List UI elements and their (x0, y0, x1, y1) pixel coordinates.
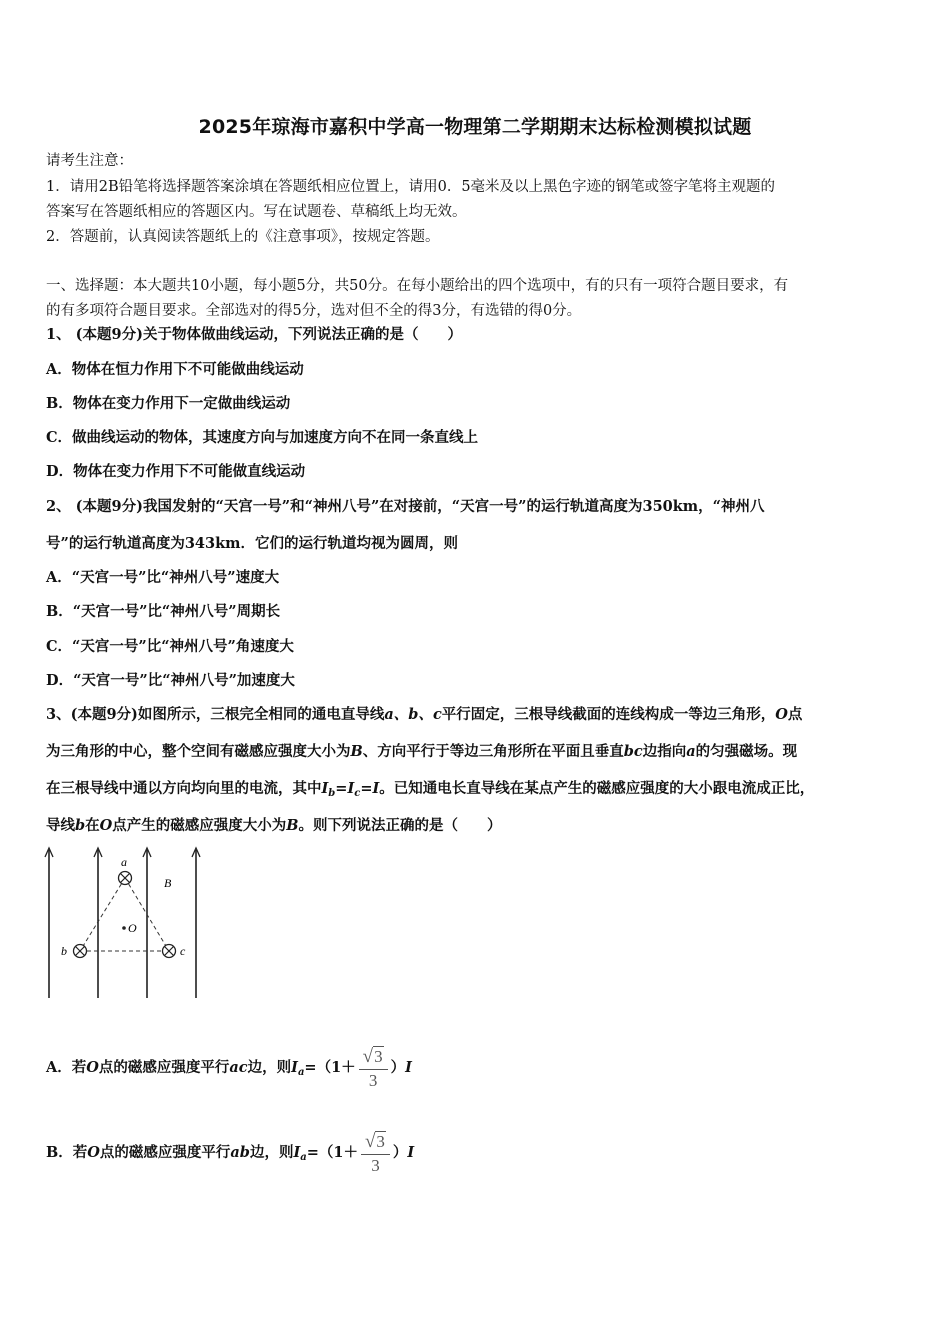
wire-a-into-page-icon (119, 872, 132, 885)
fraction-sqrt3-over-3: $\frac{√3}{3}$ (361, 1130, 390, 1177)
section-intro-line-1: 一、选择题：本大题共10小题，每小题5分，共50分。在每小题给出的四个选项中，有的只有一项符合题目要求，有 (46, 278, 789, 294)
question-1-option-c: C．做曲线运动的物体，其速度方向与加速度方向不在同一条直线上 (46, 429, 479, 446)
wire-c-into-page-icon (163, 945, 176, 958)
fraction-sqrt3-over-3: $\frac{√3}{3}$ (359, 1045, 388, 1092)
question-1-stem: 1、 (本题9分)关于物体做曲线运动，下列说法正确的是（ ） (46, 326, 462, 343)
wire-b-into-page-icon (74, 945, 87, 958)
section-intro-line-2: 的有多项符合题目要求。全部选对的得5分，选对但不全的得3分，有选错的得0分。 (46, 303, 582, 319)
question-3-stem-line-3: 在三根导线中通以方向均向里的电流，其中$I_b=I_c=I$。已知通电长直导线在某点产生的磁感应强度的大小跟电流成正比， (46, 780, 815, 799)
label-c: c (180, 944, 186, 958)
notice-item-1-line-2: 答案写在答题纸相应的答题区内。写在试题卷、草稿纸上均无效。 (46, 204, 467, 220)
question-1-option-a: A．物体在恒力作用下不可能做曲线运动 (46, 361, 304, 378)
page-title: 2025年琼海市嘉积中学高一物理第二学期期末达标检测模拟试题 (198, 116, 752, 138)
question-2-stem-line-1: 2、 (本题9分)我国发射的“天宫一号”和“神州八号”在对接前，“天宫一号”的运行轨道高度为350km，“神州八 (46, 498, 765, 515)
question-1-option-b: B．物体在变力作用下一定做曲线运动 (46, 395, 291, 412)
question-3-stem-line-4: 导线b在O点产生的磁感应强度大小为B。则下列说法正确的是（ ） (46, 817, 502, 834)
notice-item-1-line-1: 1．请用2B铅笔将选择题答案涂填在答题纸相应位置上，请用0．5毫米及以上黑色字迹的钢笔或签字笔将主观题的 (46, 179, 776, 195)
notice-heading: 请考生注意： (46, 153, 133, 169)
question-2-option-d: D．“天宫一号”比“神州八号”加速度大 (46, 672, 295, 689)
question-2-option-a: A．“天宫一号”比“神州八号”速度大 (46, 569, 280, 586)
center-point-o (122, 926, 126, 930)
label-b-field: B (164, 876, 172, 890)
label-a: a (121, 855, 127, 869)
question-2-stem-line-2: 号”的运行轨道高度为343km．它们的运行轨道均视为圆周，则 (46, 535, 458, 552)
question-3-stem-line-2: 为三角形的中心，整个空间有磁感应强度大小为B、方向平行于等边三角形所在平面且垂直bc边指向a的匀强磁场。现 (46, 743, 798, 760)
question-1-option-d: D．物体在变力作用下不可能做直线运动 (46, 463, 306, 480)
question-3-figure (40, 844, 210, 1004)
notice-item-2: 2．答题前，认真阅读答题纸上的《注意事项》，按规定答题。 (46, 229, 440, 245)
triangle-edge-ab (80, 878, 125, 951)
label-b: b (61, 944, 67, 958)
question-2-option-c: C．“天宫一号”比“神州八号”角速度大 (46, 638, 294, 655)
question-3-option-a: A．若O点的磁感应强度平行ac边，则$I_a=(1+$ $\frac{√3}{3}$ ）I (46, 1045, 412, 1090)
question-2-option-b: B．“天宫一号”比“神州八号”周期长 (46, 603, 281, 620)
question-3-option-b: B．若O点的磁感应强度平行ab边，则$I_a=(1+$ $\frac{√3}{3}$ ）I (46, 1130, 415, 1175)
label-o: O (128, 921, 137, 935)
question-3-stem-line-1: 3、(本题9分)如图所示，三根完全相同的通电直导线a、b、c平行固定，三根导线截面的连线构成一等边三角形，O点 (46, 706, 803, 723)
